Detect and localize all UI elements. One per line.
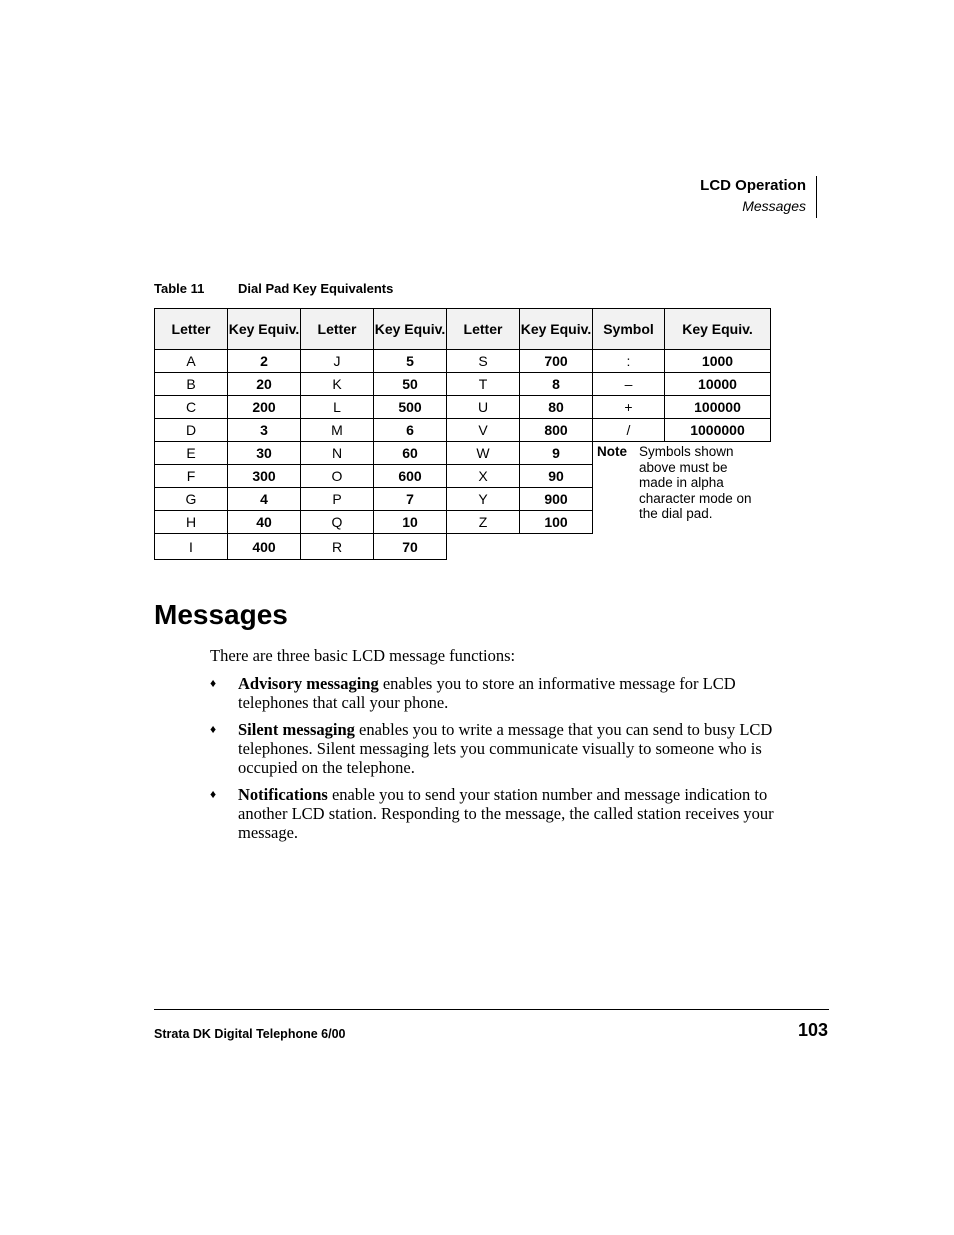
table-caption [154, 281, 393, 296]
diamond-bullet-icon: ♦ [210, 722, 217, 736]
diamond-bullet-icon: ♦ [210, 676, 217, 690]
letter-cell: H [155, 511, 228, 534]
header-key-1: Key Equiv. [228, 309, 301, 350]
letter-cell: S [447, 350, 520, 373]
section-subtitle: Messages [742, 198, 806, 214]
letter-cell: Z [447, 511, 520, 534]
table-row [155, 396, 771, 419]
key-equiv-cell: 400 [228, 534, 301, 560]
table-row [155, 534, 771, 560]
bullet-text: enable you to send your station number and message indication to another LCD station. Responding to the message, the called station receives your message. [238, 785, 774, 842]
table-row [155, 350, 771, 373]
key-equiv-cell: 500 [374, 396, 447, 419]
diamond-bullet-icon: ♦ [210, 787, 217, 801]
bullet-term: Silent messaging [238, 720, 355, 739]
key-equiv-cell: 70 [374, 534, 447, 560]
header-key-3: Key Equiv. [520, 309, 593, 350]
key-equiv-cell: 5 [374, 350, 447, 373]
letter-cell: M [301, 419, 374, 442]
letter-cell: F [155, 465, 228, 488]
key-equiv-cell: 100000 [665, 396, 771, 419]
key-equiv-cell: 900 [520, 488, 593, 511]
key-equiv-cell: 10 [374, 511, 447, 534]
letter-cell: D [155, 419, 228, 442]
note-label: Note [597, 444, 627, 459]
letter-cell: X [447, 465, 520, 488]
header-letter-3: Letter [447, 309, 520, 350]
bullet-term: Advisory messaging [238, 674, 379, 693]
letter-cell: K [301, 373, 374, 396]
running-head [700, 176, 817, 218]
key-equiv-cell: 7 [374, 488, 447, 511]
bullet-term: Notifications [238, 785, 328, 804]
key-equiv-cell: 50 [374, 373, 447, 396]
letter-cell: – [593, 373, 665, 396]
page-number: 103 [797, 1020, 828, 1040]
letter-cell: Q [301, 511, 374, 534]
key-equiv-cell: 4 [228, 488, 301, 511]
key-equiv-cell: 9 [520, 442, 593, 465]
bullet-text: enables you to store an informative message for LCD telephones that call your phone. [238, 674, 736, 712]
letter-cell: I [155, 534, 228, 560]
key-equiv-cell: 80 [520, 396, 593, 419]
bullet-list [210, 674, 810, 842]
table-row [155, 442, 771, 465]
letter-cell: L [301, 396, 374, 419]
chapter-title: LCD Operation [700, 177, 806, 194]
letter-cell: G [155, 488, 228, 511]
empty-cell [447, 534, 771, 560]
key-equiv-cell: 30 [228, 442, 301, 465]
section-body [210, 646, 810, 850]
key-equiv-cell: 800 [520, 419, 593, 442]
letter-cell: O [301, 465, 374, 488]
letter-cell: B [155, 373, 228, 396]
letter-cell: : [593, 350, 665, 373]
footer-rule [154, 1009, 829, 1010]
intro-paragraph: There are three basic LCD message functions: [210, 646, 516, 665]
section-title: Messages [154, 599, 288, 630]
header-key-2: Key Equiv. [374, 309, 447, 350]
header-letter-2: Letter [301, 309, 374, 350]
table-number: Table 11 [154, 281, 205, 296]
note-text: Symbols shown above must be made in alpha character mode on the dial pad. [639, 444, 752, 521]
table-row [155, 373, 771, 396]
table-row [155, 419, 771, 442]
letter-cell: E [155, 442, 228, 465]
key-equiv-cell: 600 [374, 465, 447, 488]
table-header-row [155, 309, 771, 350]
letter-cell: C [155, 396, 228, 419]
letter-cell: P [301, 488, 374, 511]
key-equiv-cell: 20 [228, 373, 301, 396]
key-equiv-cell: 200 [228, 396, 301, 419]
letter-cell: U [447, 396, 520, 419]
key-equiv-cell: 3 [228, 419, 301, 442]
list-item [210, 674, 810, 712]
letter-cell: N [301, 442, 374, 465]
table-title: Dial Pad Key Equivalents [238, 281, 394, 296]
letter-cell: J [301, 350, 374, 373]
key-equiv-cell: 2 [228, 350, 301, 373]
letter-cell: + [593, 396, 665, 419]
header-symbol-key: Key Equiv. [665, 309, 771, 350]
key-equiv-cell: 100 [520, 511, 593, 534]
key-equiv-cell: 6 [374, 419, 447, 442]
letter-cell: Y [447, 488, 520, 511]
key-equiv-cell: 700 [520, 350, 593, 373]
header-letter-1: Letter [155, 309, 228, 350]
header-symbol: Symbol [593, 309, 665, 350]
letter-cell: W [447, 442, 520, 465]
key-equiv-cell: 40 [228, 511, 301, 534]
bullet-text: enables you to write a message that you can send to busy LCD telephones. Silent messaging lets you communicate visually to someone who is occupied on the telephone. [238, 720, 773, 777]
key-equiv-cell: 1000000 [665, 419, 771, 442]
list-item [210, 720, 810, 777]
letter-cell: T [447, 373, 520, 396]
list-item [210, 785, 810, 842]
footer-title: Strata DK Digital Telephone 6/00 [154, 1027, 346, 1041]
key-equiv-cell: 8 [520, 373, 593, 396]
key-equiv-cell: 10000 [665, 373, 771, 396]
dial-pad-key-table [154, 308, 771, 560]
key-equiv-cell: 90 [520, 465, 593, 488]
letter-cell: R [301, 534, 374, 560]
letter-cell: / [593, 419, 665, 442]
key-equiv-cell: 300 [228, 465, 301, 488]
key-equiv-cell: 1000 [665, 350, 771, 373]
letter-cell: V [447, 419, 520, 442]
table-note [593, 442, 771, 534]
letter-cell: A [155, 350, 228, 373]
key-equiv-cell: 60 [374, 442, 447, 465]
